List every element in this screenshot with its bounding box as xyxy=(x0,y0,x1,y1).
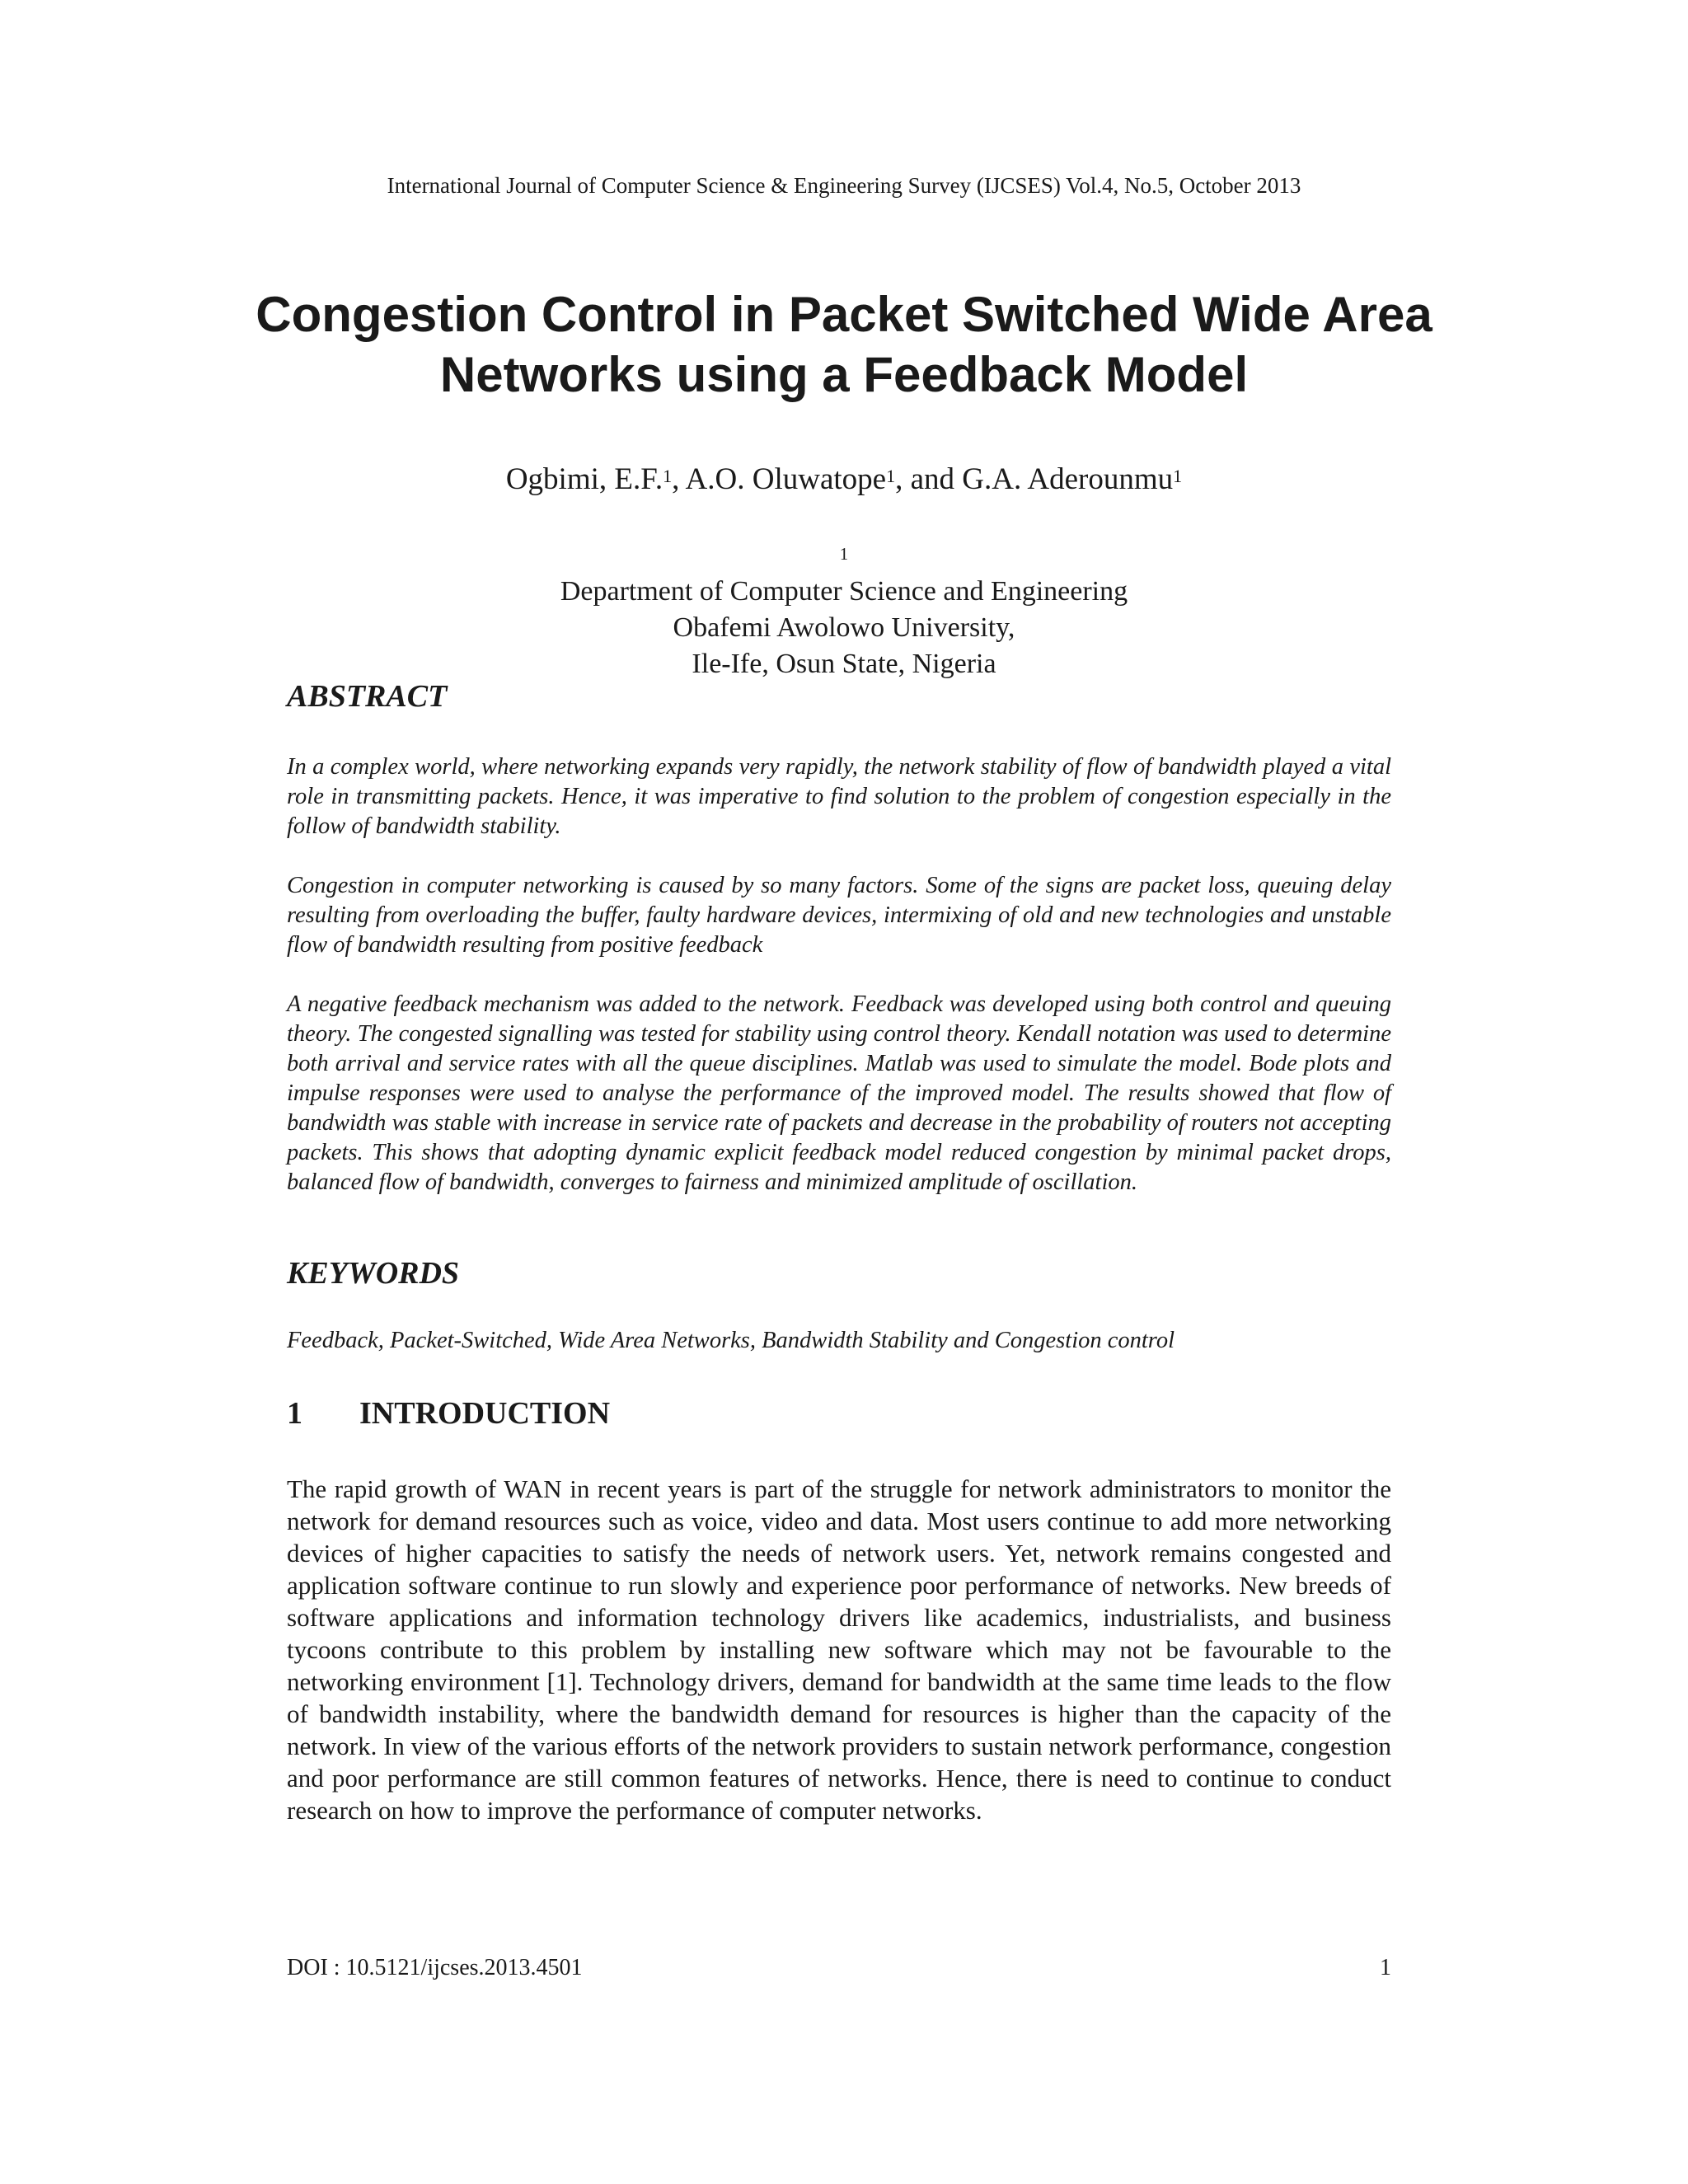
affiliation-department: Department of Computer Science and Engineering xyxy=(560,576,1128,607)
abstract-heading: ABSTRACT xyxy=(287,679,448,714)
affiliation-mark: 1 xyxy=(839,544,849,564)
author-list xyxy=(0,462,1688,498)
keywords-text: Feedback, Packet-Switched, Wide Area Networks, Bandwidth Stability and Congestion control xyxy=(287,1328,1175,1353)
paper-title-line-1: Congestion Control in Packet Switched Wide Area xyxy=(256,287,1432,342)
author-2-affiliation-mark: 1 xyxy=(886,466,896,486)
introduction-paragraph: The rapid growth of WAN in recent years is part of the struggle for network administrators to monitor the network for demand resources such as voice, video and data. Most users continue to add more networking devices of higher capacities to satisfy the needs of network users. Yet, network remains congested and application software continue to run slowly and experience poor performance of networks. New breeds of software applications and information technology drivers like academics, industrialists, and business tycoons contribute to this problem by installing new software which may not be favourable to the networking environment [1]. Technology drivers, demand for bandwidth at the same time leads to the flow of bandwidth instability, where the bandwidth demand for resources is higher than the capacity of the network. In view of the various efforts of the network providers to sustain network performance, congestion and poor performance are still common features of networks. Hence, there is need to continue to conduct research on how to improve the performance of computer networks. xyxy=(287,1474,1391,1825)
author-3-affiliation-mark: 1 xyxy=(1173,466,1183,486)
keywords-heading: KEYWORDS xyxy=(287,1256,460,1291)
page-number: 1 xyxy=(1380,1955,1391,1980)
section-title: INTRODUCTION xyxy=(359,1396,611,1431)
affiliation-line-3: Ile-Ife, Osun State, Nigeria xyxy=(692,649,996,679)
section-number: 1 xyxy=(287,1396,302,1431)
running-header: International Journal of Computer Science & Engineering Survey (IJCSES) Vol.4, No.5, October 2013 xyxy=(387,173,1301,198)
author-2: , A.O. Oluwatope xyxy=(672,462,887,496)
introduction-heading xyxy=(287,1394,610,1432)
abstract-paragraph-1: In a complex world, where networking expands very rapidly, the network stability of flow of bandwidth played a vital role in transmitting packets. Hence, it was imperative to find solution to the problem of congestion especially in the follow of bandwidth stability. xyxy=(287,754,1391,839)
affiliation-line-2: Obafemi Awolowo University, xyxy=(673,612,1015,643)
affiliation xyxy=(0,537,1688,682)
paper-title-line-2: Networks using a Feedback Model xyxy=(439,347,1249,402)
author-3: , and G.A. Aderounmu xyxy=(895,462,1174,496)
affiliation-line-1 xyxy=(0,537,1688,610)
author-1: Ogbimi, E.F. xyxy=(505,462,663,496)
paper-title xyxy=(0,284,1688,405)
author-1-affiliation-mark: 1 xyxy=(663,466,673,486)
abstract-paragraph-2: Congestion in computer networking is caused by so many factors. Some of the signs are packet loss, queuing delay resulting from overloading the buffer, faulty hardware devices, intermixing of old and new technologies and unstable flow of bandwidth resulting from positive feedback xyxy=(287,873,1391,958)
abstract-paragraph-3: A negative feedback mechanism was added to the network. Feedback was developed using both control and queuing theory. The congested signalling was tested for stability using control theory. Kendall notation was used to determine both arrival and service rates with all the queue disciplines. Matlab was used to simulate the model. Bode plots and impulse responses were used to analyse the performance of the improved model. The results showed that flow of bandwidth was stable with increase in service rate of packets and decrease in the probability of routers not accepting packets. This shows that adopting dynamic explicit feedback model reduced congestion by minimal packet drops, balanced flow of bandwidth, converges to fairness and minimized amplitude of oscillation. xyxy=(287,991,1391,1195)
footer-doi: DOI : 10.5121/ijcses.2013.4501 xyxy=(287,1955,583,1980)
